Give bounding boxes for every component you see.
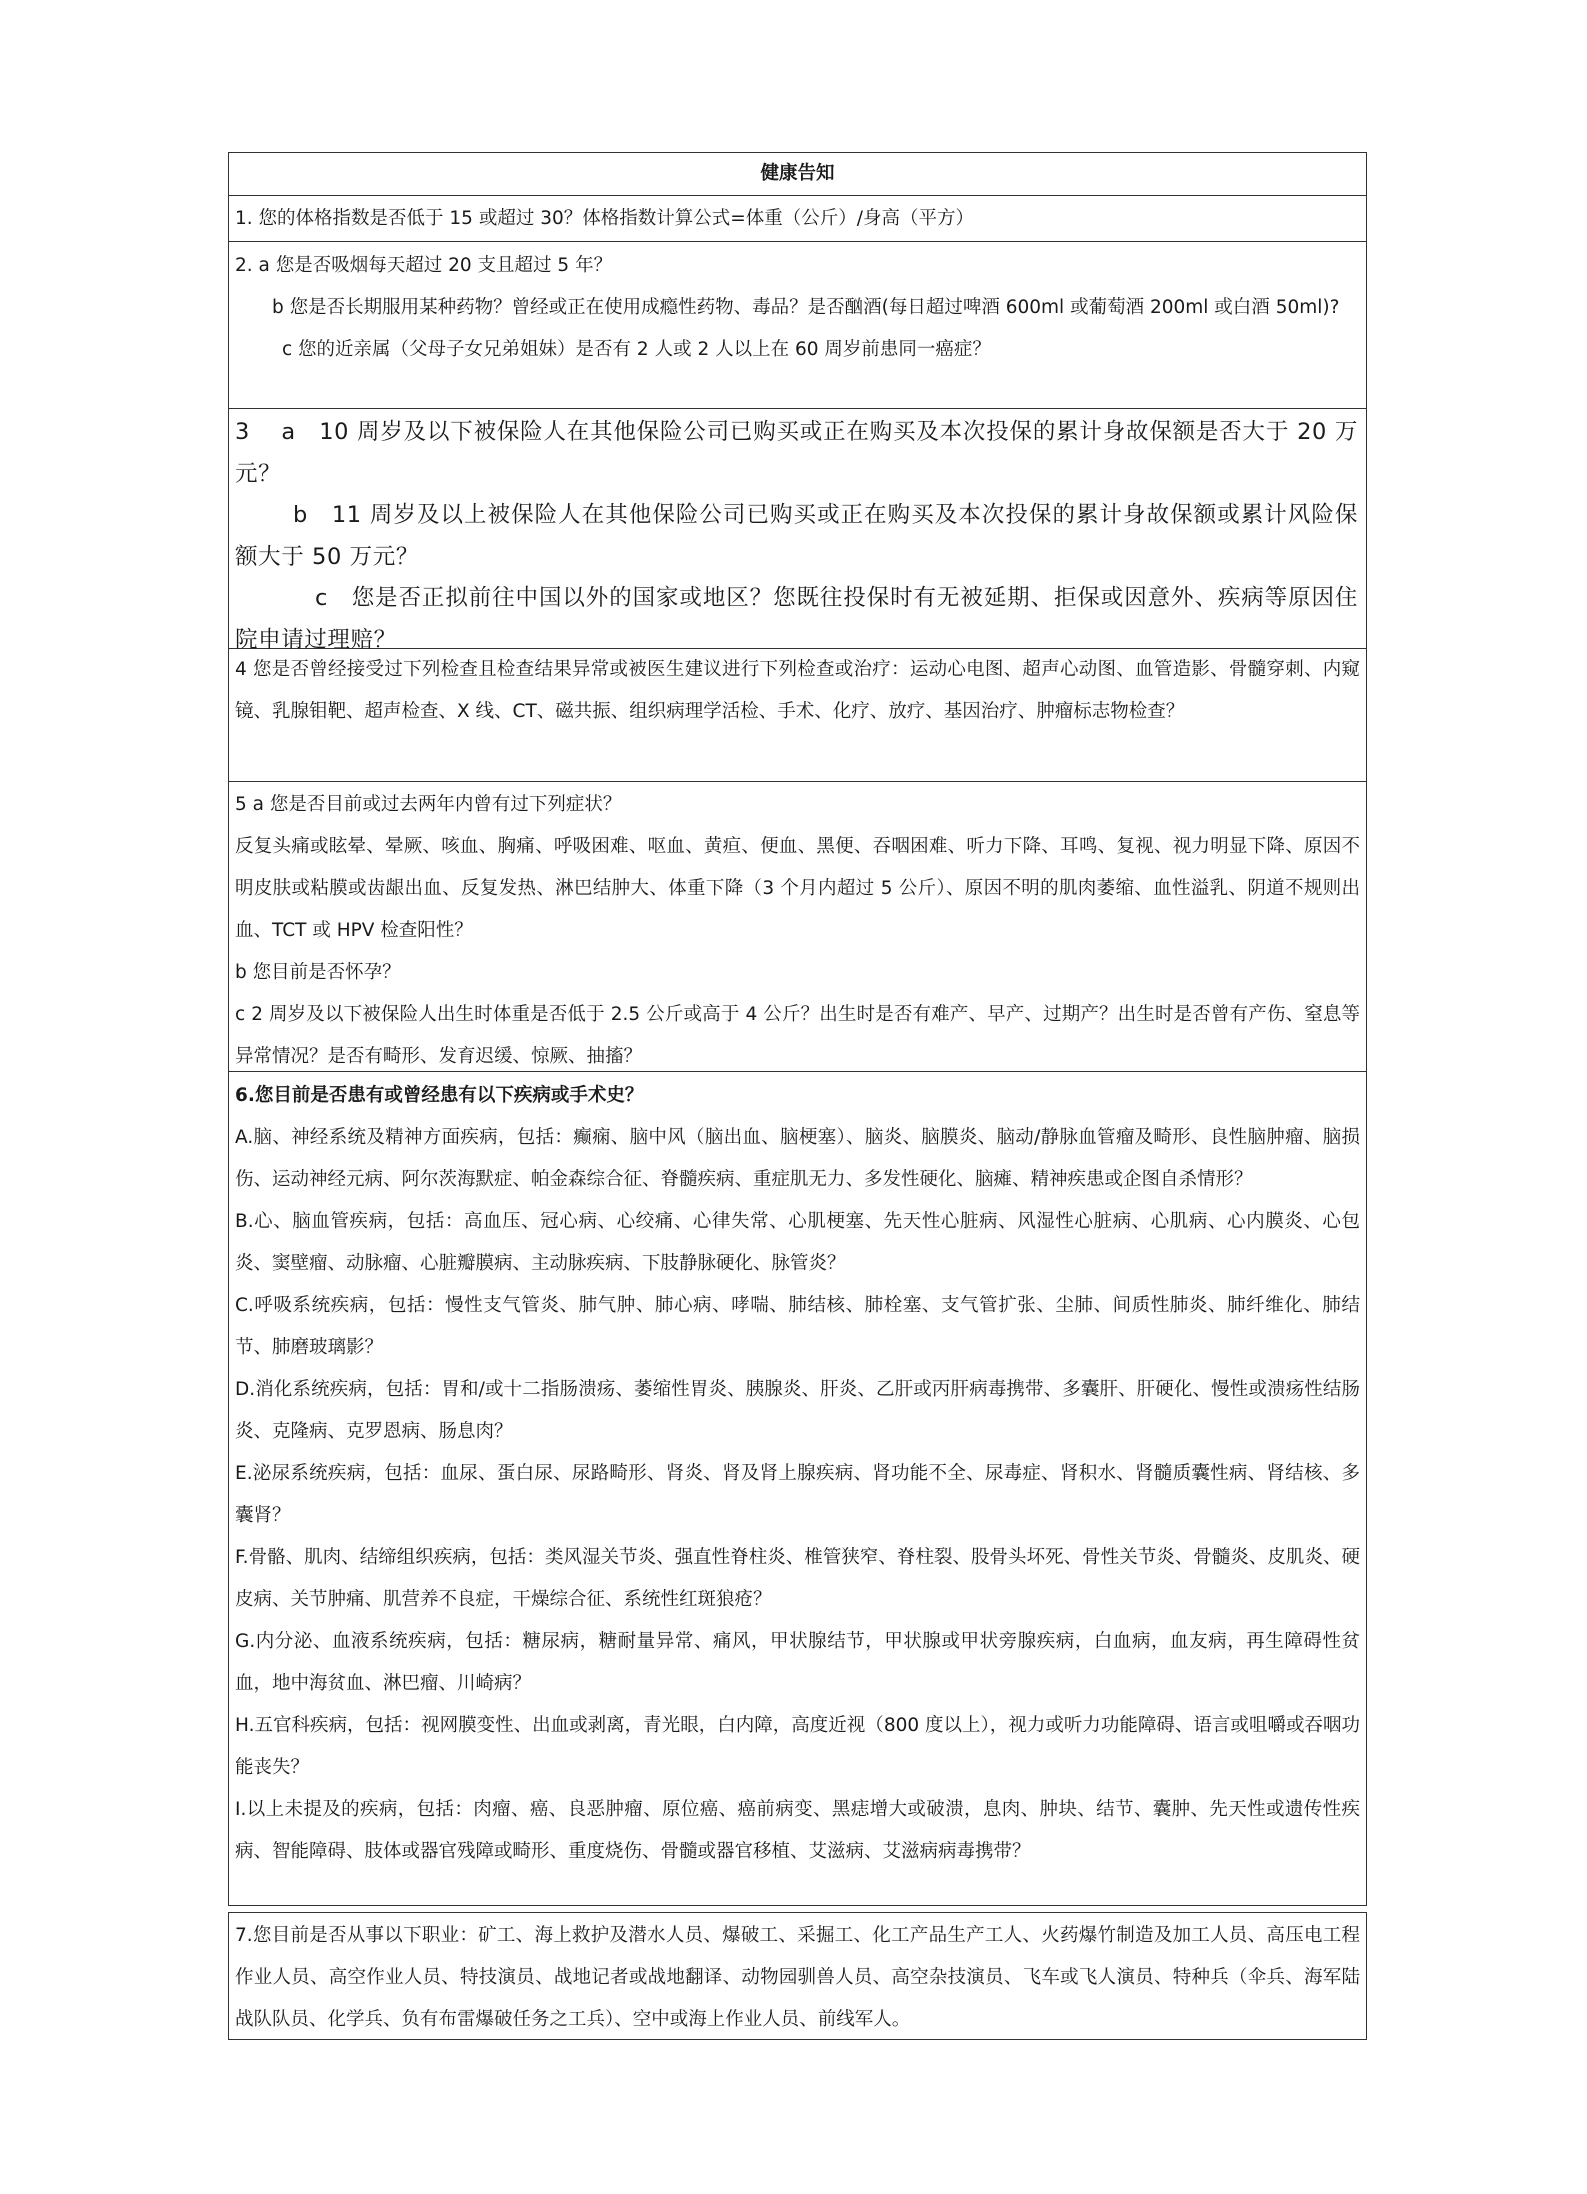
question-3 [228, 409, 1367, 653]
question-3b: b 11 周岁及以上被保险人在其他保险公司已购买或正在购买及本次投保的累计身故保额或累计风险保额大于 50 万元？ [235, 502, 1358, 570]
question-6-heading: 6.您目前是否患有或曾经患有以下疾病或手术史？ [235, 1085, 644, 1106]
question-6b: B.心、脑血管疾病，包括：高血压、冠心病、心绞痛、心律失常、心肌梗塞、先天性心脏病、风湿性心脏病、心肌病、心内膜炎、心包炎、窦壁瘤、动脉瘤、心脏瓣膜病、主动脉疾病、下肢静脉硬化、脉管炎？ [235, 1211, 1360, 1274]
question-3a: 3 a 10 周岁及以下被保险人在其他保险公司已购买或正在购买及本次投保的累计身故保额是否大于 20 万元？ [235, 419, 1358, 487]
question-6d: D.消化系统疾病，包括：胃和/或十二指肠溃疡、萎缩性胃炎、胰腺炎、肝炎、乙肝或丙肝病毒携带、多囊肝、肝硬化、慢性或溃疡性结肠炎、克隆病、克罗恩病、肠息肉？ [235, 1379, 1360, 1442]
question-2b: b 您是否长期服用某种药物？曾经或正在使用成瘾性药物、毒品？是否酗酒(每日超过啤酒 600ml 或葡萄酒 200ml 或白酒 50ml)? [272, 297, 1340, 318]
question-2c: c 您的近亲属（父母子女兄弟姐妹）是否有 2 人或 2 人以上在 60 周岁前患同一癌症？ [282, 339, 991, 360]
question-5a-symptoms: 反复头痛或眩晕、晕厥、咳血、胸痛、呼吸困难、呕血、黄疸、便血、黑便、吞咽困难、听力下降、耳鸣、复视、视力明显下降、原因不明皮肤或粘膜或齿龈出血、反复发热、淋巴结肿大、体重下降（3 个月内超过 5 公斤）、原因不明的肌肉萎缩、血性溢乳、阴道不规则出血、TCT 或 HPV 检查阳性？ [235, 836, 1360, 941]
health-declaration-table [228, 152, 1367, 2040]
question-6i: I.以上未提及的疾病，包括：肉瘤、癌、良恶肿瘤、原位癌、癌前病变、黑痣增大或破溃，息肉、肿块、结节、囊肿、先天性或遗传性疾病、智能障碍、肢体或器官残障或畸形、重度烧伤、骨髓或器官移植、艾滋病、艾滋病病毒携带？ [235, 1799, 1360, 1862]
question-7 [228, 1912, 1367, 2040]
question-6g: G.内分泌、血液系统疾病，包括：糖尿病，糖耐量异常、痛风，甲状腺结节，甲状腺或甲状旁腺疾病，白血病，血友病，再生障碍性贫血，地中海贫血、淋巴瘤、川崎病？ [235, 1631, 1360, 1694]
question-6e: E.泌尿系统疾病，包括：血尿、蛋白尿、尿路畸形、肾炎、肾及肾上腺疾病、肾功能不全、尿毒症、肾积水、肾髓质囊性病、肾结核、多囊肾？ [235, 1463, 1360, 1526]
question-5b: b 您目前是否怀孕？ [235, 962, 401, 983]
question-7-text: 7.您目前是否从事以下职业：矿工、海上救护及潜水人员、爆破工、采掘工、化工产品生产工人、火药爆竹制造及加工人员、高压电工程作业人员、高空作业人员、特技演员、战地记者或战地翻译、动物园驯兽人员、高空杂技演员、飞车或飞人演员、特种兵（伞兵、海军陆战队队员、化学兵、负有布雷爆破任务之工兵）、空中或海上作业人员、前线军人。 [235, 1925, 1360, 2030]
question-6f: F.骨骼、肌肉、结缔组织疾病，包括：类风湿关节炎、强直性脊柱炎、椎管狭窄、脊柱裂、股骨头坏死、骨性关节炎、骨髓炎、皮肌炎、硬皮病、关节肿痛、肌营养不良症，干燥综合征、系统性红斑狼疮？ [235, 1547, 1360, 1610]
question-4 [228, 649, 1367, 782]
question-1 [228, 196, 1367, 242]
question-5c: c 2 周岁及以下被保险人出生时体重是否低于 2.5 公斤或高于 4 公斤？出生时是否有难产、早产、过期产？出生时是否曾有产伤、窒息等异常情况？是否有畸形、发育迟缓、惊厥、抽搐？ [235, 1004, 1360, 1067]
question-1-text: 1. 您的体格指数是否低于 15 或超过 30？体格指数计算公式=体重（公斤）/身高（平方） [235, 208, 974, 229]
question-2a: 2. a 您是否吸烟每天超过 20 支且超过 5 年？ [235, 255, 613, 276]
question-6a: A.脑、神经系统及精神方面疾病，包括：癫痫、脑中风（脑出血、脑梗塞）、脑炎、脑膜炎、脑动/静脉血管瘤及畸形、良性脑肿瘤、脑损伤、运动神经元病、阿尔茨海默症、帕金森综合征、脊髓疾病、重症肌无力、多发性硬化、脑瘫、精神疾患或企图自杀情形？ [235, 1127, 1360, 1190]
question-5 [228, 782, 1367, 1072]
question-4-text: 4 您是否曾经接受过下列检查且检查结果异常或被医生建议进行下列检查或治疗：运动心电图、超声心动图、血管造影、骨髓穿刺、内窥镜、乳腺钼靶、超声检查、X 线、CT、磁共振、组织病理学活检、手术、化疗、放疗、基因治疗、肿瘤标志物检查？ [235, 659, 1360, 722]
question-6 [228, 1072, 1367, 1906]
question-5a: 5 a 您是否目前或过去两年内曾有过下列症状？ [235, 794, 622, 815]
question-3c: c 您是否正拟前往中国以外的国家或地区？您既往投保时有无被延期、拒保或因意外、疾病等原因住院申请过理赔？ [235, 585, 1358, 653]
question-6h: H.五官科疾病，包括：视网膜变性、出血或剥离，青光眼，白内障，高度近视（800 度以上），视力或听力功能障碍、语言或咀嚼或吞咽功能丧失？ [235, 1715, 1360, 1778]
question-6c: C.呼吸系统疾病，包括：慢性支气管炎、肺气肿、肺心病、哮喘、肺结核、肺栓塞、支气管扩张、尘肺、间质性肺炎、肺纤维化、肺结节、肺磨玻璃影？ [235, 1295, 1360, 1358]
table-title: 健康告知 [228, 152, 1367, 196]
question-2 [228, 242, 1367, 409]
